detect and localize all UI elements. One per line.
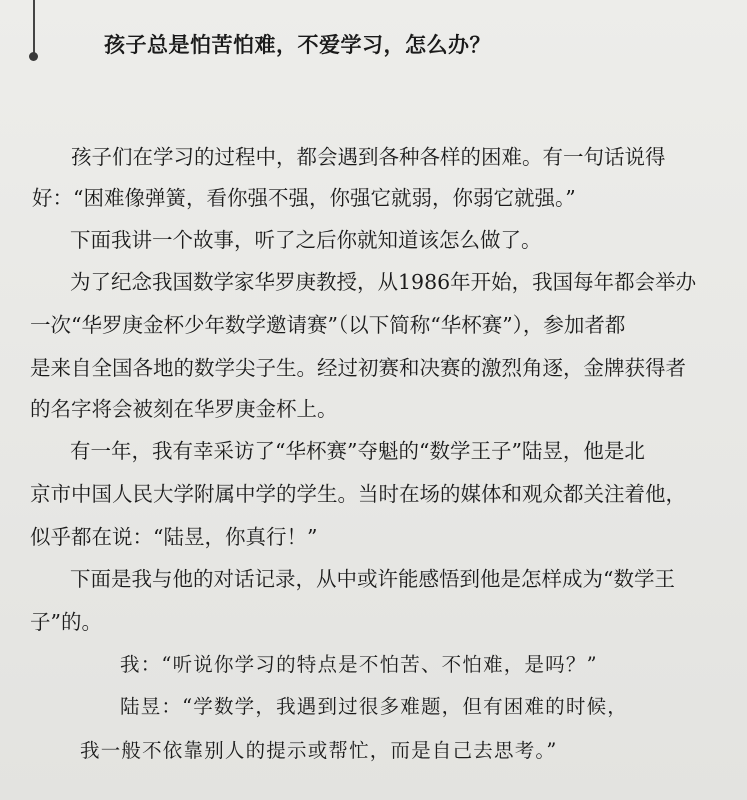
margin-rule [33, 0, 35, 58]
paragraph-line: 子”的。 [30, 610, 102, 634]
margin-dot [29, 52, 38, 61]
paragraph-line: 的名字将会被刻在华罗庚金杯上。 [30, 397, 338, 421]
paragraph-line: 为了纪念我国数学家华罗庚教授，从1986年开始，我国每年都会举办 [70, 270, 697, 294]
paragraph-line: 下面是我与他的对话记录，从中或许能感悟到他是怎样成为“数学王 [70, 567, 675, 591]
paragraph-line: 孩子们在学习的过程中，都会遇到各种各样的困难。有一句话说得 [71, 145, 666, 169]
dialogue-line: 我一般不依靠别人的提示或帮忙，而是自己去思考。” [80, 739, 558, 762]
paragraph-line: 好：“困难像弹簧，看你强不强，你强它就弱，你弱它就强。” [32, 186, 576, 210]
dialogue-line: 陆昱：“学数学，我遇到过很多难题，但有困难的时候， [120, 695, 628, 718]
dialogue-line: 我：“听说你学习的特点是不怕苦、不怕难，是吗？” [120, 653, 598, 676]
paragraph-line: 似乎都在说：“陆昱，你真行！” [30, 525, 318, 549]
paragraph-line: 下面我讲一个故事，听了之后你就知道该怎么做了。 [70, 228, 542, 252]
paragraph-line: 一次“华罗庚金杯少年数学邀请赛”（以下简称“华杯赛”），参加者都 [30, 313, 626, 337]
paragraph-line: 有一年，我有幸采访了“华杯赛”夺魁的“数学王子”陆昱，他是北 [70, 439, 645, 463]
paragraph-line: 是来自全国各地的数学尖子生。经过初赛和决赛的激烈角逐，金牌获得者 [30, 356, 686, 380]
paragraph-line: 京市中国人民大学附属中学的学生。当时在场的媒体和观众都关注着他， [30, 482, 686, 506]
article-title: 孩子总是怕苦怕难，不爱学习，怎么办？ [104, 33, 491, 57]
